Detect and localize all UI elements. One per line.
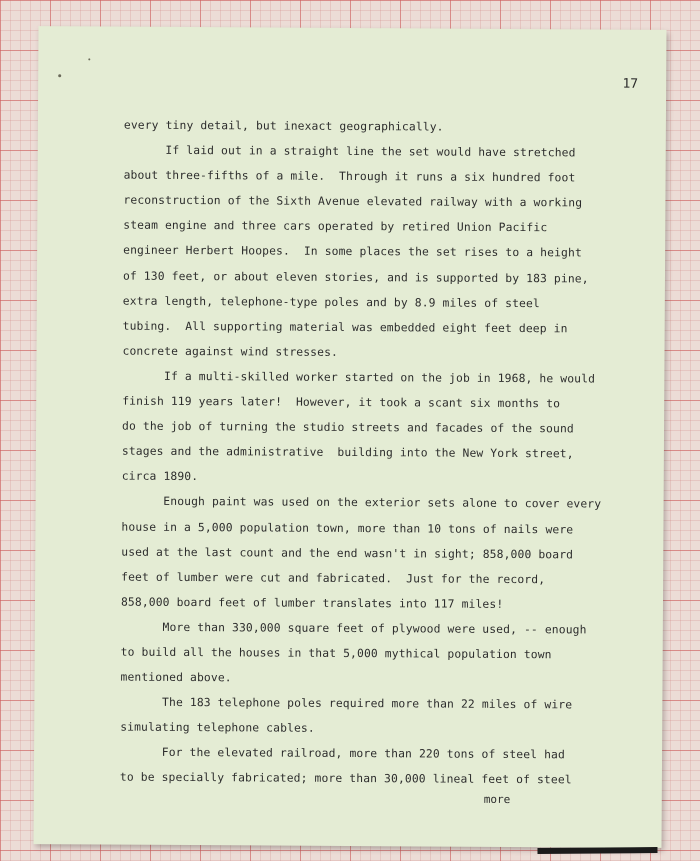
text-line: feet of lumber were cut and fabricated. Just for the record, <box>121 570 546 586</box>
text-line: extra length, telephone-type poles and by 8.9 miles of steel <box>122 294 540 310</box>
text-line: concrete against wind stresses. <box>122 344 339 359</box>
typewritten-page <box>34 26 667 848</box>
text-line: finish 119 years later! However, it took a scant six months to <box>122 394 561 411</box>
paper-shadow-edge <box>537 847 657 854</box>
text-line: If a multi-skilled worker started on the job in 1968, he would <box>122 369 596 386</box>
text-line: mentioned above. <box>120 670 232 685</box>
page-number: 17 <box>622 76 639 92</box>
text-line: 858,000 board feet of lumber translates into 117 miles! <box>120 595 504 611</box>
text-line: to build all the houses in that 5,000 mythical population town <box>120 645 552 662</box>
text-line: stages and the administrative building into the New York street, <box>121 444 574 461</box>
text-line: Enough paint was used on the exterior sets alone to cover every <box>121 495 602 511</box>
body-text <box>120 113 644 794</box>
text-line: steam engine and three cars operated by retired Union Pacific <box>123 218 548 235</box>
text-line: The 183 telephone poles required more than 22 miles of wire <box>120 695 573 712</box>
text-line: tubing. All supporting material was embedded eight feet deep in <box>122 319 568 336</box>
text-line: More than 330,000 square feet of plywood were used, -- enough <box>120 620 587 637</box>
text-line: of 130 feet, or about eleven stories, and is supported by 183 pine, <box>122 269 589 286</box>
text-line: used at the last count and the end wasn't in sight; 858,000 board <box>121 545 574 561</box>
text-line: simulating telephone cables. <box>120 720 315 736</box>
text-line: circa 1890. <box>121 469 199 484</box>
text-line: reconstruction of the Sixth Avenue elevated railway with a working <box>123 193 583 210</box>
continued-marker: more <box>483 792 511 806</box>
text-line: to be specially fabricated; more than 30,000 lineal feet of steel <box>119 771 572 787</box>
text-line: For the elevated railroad, more than 220 tons of steel had <box>120 745 565 762</box>
text-line: every tiny detail, but inexact geographically. <box>123 118 444 134</box>
text-line: house in a 5,000 population town, more than 10 tons of nails were <box>121 520 574 536</box>
text-line: If laid out in a straight line the set would have stretched <box>123 143 576 160</box>
text-line: do the job of turning the studio streets and facades of the sound <box>122 419 574 436</box>
text-line: engineer Herbert Hoopes. In some places the set rises to a height <box>123 244 582 260</box>
text-line: about three-fifths of a mile. Through it runs a six hundred foot <box>123 168 576 185</box>
paper-speck <box>58 74 61 77</box>
paper-speck <box>88 58 90 60</box>
